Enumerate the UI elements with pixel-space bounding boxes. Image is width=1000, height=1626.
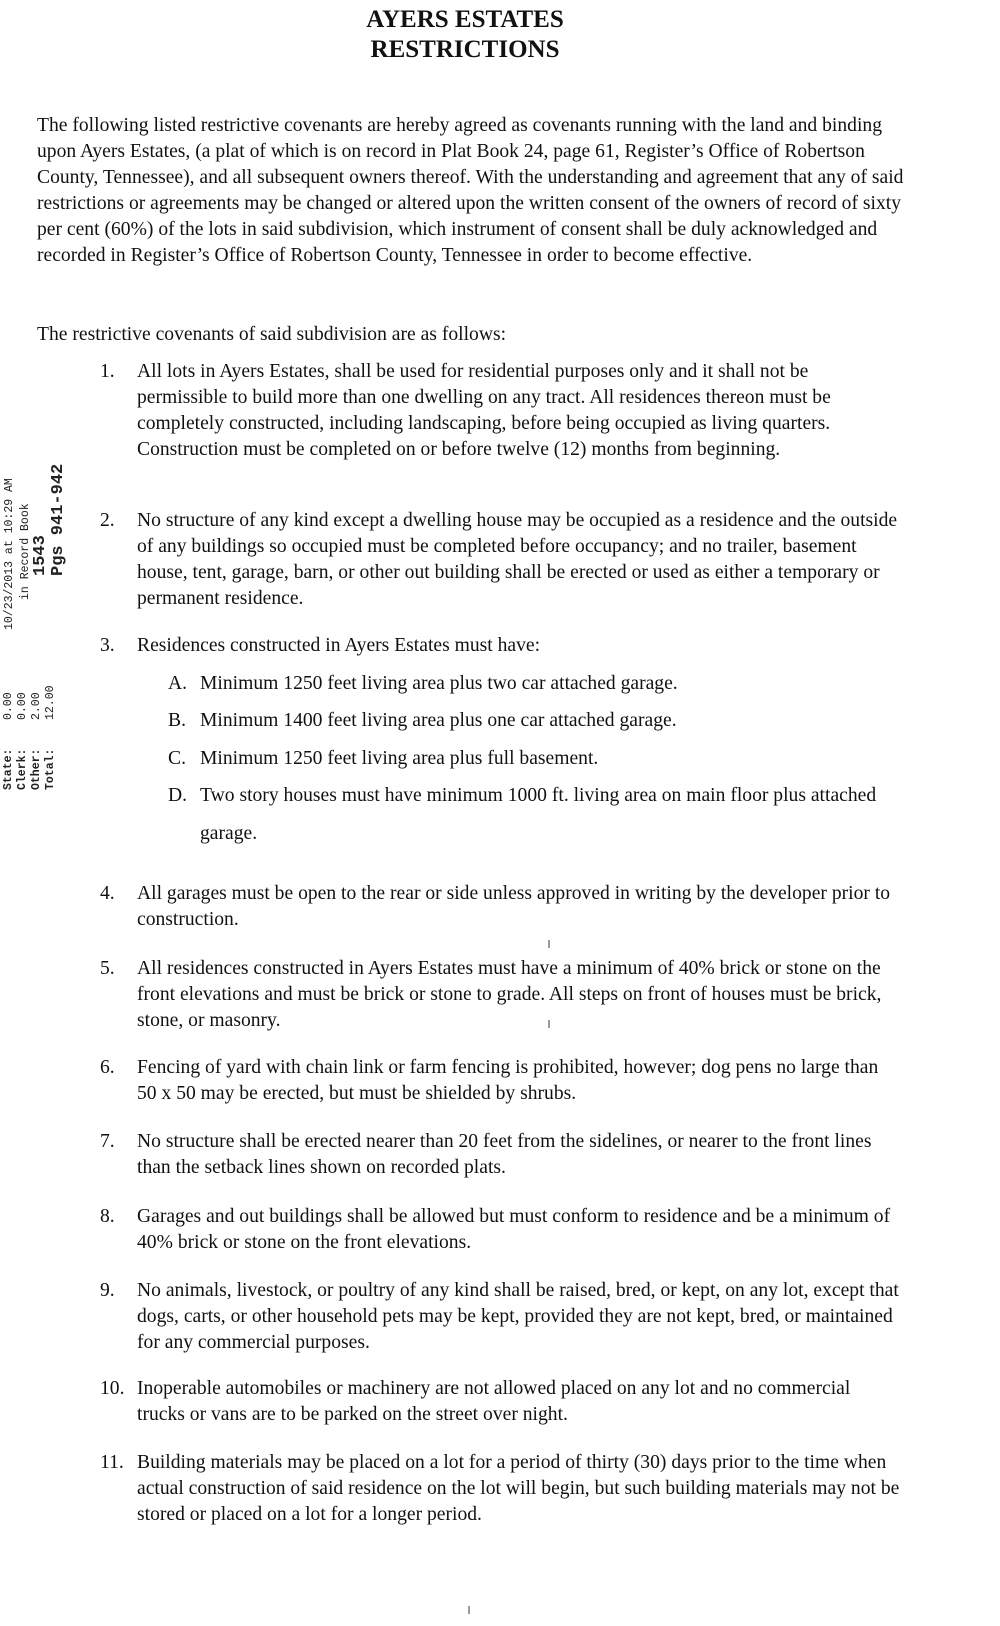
covenant-subitem bbox=[168, 702, 908, 740]
covenant-number: 1. bbox=[100, 361, 115, 382]
subitem-text: Two story houses must have minimum 1000 ft. living area on main floor plus attached garage. bbox=[200, 785, 877, 844]
covenant-text: All residences constructed in Ayers Estates must have a minimum of 40% brick or stone on the front elevations and must be brick or stone to grade. All steps on front of houses must be brick, stone, or masonry. bbox=[137, 958, 882, 1031]
scan-artifact bbox=[548, 1020, 550, 1028]
subitem-text: Minimum 1250 feet living area plus two car attached garage. bbox=[200, 673, 678, 694]
stamp-fee-row bbox=[30, 692, 43, 790]
covenant-text: Residences constructed in Ayers Estates must have: bbox=[137, 635, 541, 656]
covenant-text: Garages and out buildings shall be allowed but must conform to residence and be a minimum of 40% brick or stone on the front elevations. bbox=[137, 1206, 891, 1253]
covenant-number: 8. bbox=[100, 1206, 115, 1227]
fee-value: 2.00 bbox=[30, 692, 43, 720]
covenant-text: Inoperable automobiles or machinery are not allowed placed on any lot and no commercial trucks or vans are to be parked on the street over night. bbox=[137, 1378, 851, 1425]
covenant-item bbox=[100, 508, 900, 612]
covenant-item bbox=[100, 1129, 900, 1181]
covenant-number: 4. bbox=[100, 883, 115, 904]
fee-label: State: bbox=[2, 748, 15, 790]
stamp-fee-row bbox=[16, 692, 29, 790]
intro-paragraph: The following listed restrictive covenants are hereby agreed as covenants running with the land and binding upon Ayers Estates, (a plat of which is on record in Plat Book 24, page 61, Register’s Office of Robertson County, Tennessee), and all subsequent owners thereof. With the understanding and agreement that any of said restrictions or agreements may be changed or altered upon the written consent of the owners of record of sixty per cent (60%) of the lots in said subdivision, which instrument of consent shall be duly acknowledged and recorded in Register’s Office of Robertson County, Tennessee in order to become effective. bbox=[37, 115, 904, 266]
covenant-item bbox=[100, 1055, 900, 1107]
covenant-number: 9. bbox=[100, 1280, 115, 1301]
subitem-text: Minimum 1400 feet living area plus one car attached garage. bbox=[200, 710, 677, 731]
covenant-text: Building materials may be placed on a lot for a period of thirty (30) days prior to the time when actual construction of said residence on the lot will begin, but such building materials may not be stored or placed on a lot for a longer period. bbox=[137, 1452, 900, 1525]
scan-artifact bbox=[468, 1606, 470, 1614]
covenant-text: No animals, livestock, or poultry of any kind shall be raised, bred, or kept, on any lot, except that dogs, carts, or other household pets may be kept, provided they are not kept, bred, or maintained for any commercial purposes. bbox=[137, 1280, 899, 1353]
covenant-number: 6. bbox=[100, 1057, 115, 1078]
covenant-number: 10. bbox=[100, 1378, 125, 1399]
covenant-item bbox=[100, 1376, 900, 1428]
covenants-lead: The restrictive covenants of said subdivision are as follows: bbox=[37, 324, 507, 345]
stamp-fee-row bbox=[2, 692, 15, 790]
covenant-text: No structure of any kind except a dwelling house may be occupied as a residence and the outside of any buildings so occupied must be completed before occupancy; and no trailer, basement house, tent, garage, barn, or other out building shall be erected or used as either a temporary or permanent residence. bbox=[137, 510, 898, 609]
covenant-item bbox=[100, 1278, 900, 1356]
covenant-subitem bbox=[168, 665, 908, 703]
covenant-item bbox=[100, 359, 900, 463]
stamp-page-range: Pgs 941-942 bbox=[49, 463, 68, 576]
fee-value: 0.00 bbox=[16, 692, 29, 720]
covenant-text: No structure shall be erected nearer than 20 feet from the sidelines, or nearer to the front lines than the setback lines shown on recorded plats. bbox=[137, 1131, 872, 1178]
covenant-number: 3. bbox=[100, 635, 115, 656]
stamp-book-number: 1543 bbox=[31, 535, 50, 576]
subitem-letter: D. bbox=[168, 785, 188, 806]
scan-artifact bbox=[548, 940, 550, 948]
covenant-item bbox=[100, 956, 900, 1034]
covenant-subitem bbox=[168, 740, 908, 778]
covenant-number: 5. bbox=[100, 958, 115, 979]
covenant-subitem bbox=[168, 777, 908, 853]
covenant-text: All lots in Ayers Estates, shall be used for residential purposes only and it shall not be permissible to build more than one dwelling on any tract. All residences thereon must be completely constructed, including landscaping, before being occupied as living quarters. Construction must be completed on or before twelve (12) months from beginning. bbox=[137, 361, 831, 460]
covenant-item bbox=[100, 881, 900, 933]
fee-label: Clerk: bbox=[16, 748, 29, 790]
fee-value: 12.00 bbox=[44, 685, 57, 720]
stamp-record-line: in Record Book bbox=[19, 503, 32, 600]
document-title-line-1: AYERS ESTATES bbox=[366, 6, 564, 33]
fee-label: Other: bbox=[30, 748, 43, 790]
subitem-letter: B. bbox=[168, 710, 186, 731]
covenant-item bbox=[100, 633, 900, 659]
subitem-letter: A. bbox=[168, 673, 188, 694]
covenant-number: 7. bbox=[100, 1131, 115, 1152]
document-title-line-2: RESTRICTIONS bbox=[370, 36, 560, 63]
covenant-text: All garages must be open to the rear or side unless approved in writing by the developer prior to construction. bbox=[137, 883, 891, 930]
stamp-date-line: 10/23/2013 at 10:29 AM bbox=[3, 478, 16, 630]
subitem-text: Minimum 1250 feet living area plus full basement. bbox=[200, 748, 599, 769]
covenant-number: 11. bbox=[100, 1452, 124, 1473]
covenant-item bbox=[100, 1204, 900, 1256]
stamp-fee-row bbox=[44, 685, 57, 790]
subitem-letter: C. bbox=[168, 748, 186, 769]
covenant-item bbox=[100, 1450, 900, 1528]
fee-label: Total: bbox=[44, 748, 57, 790]
covenant-number: 2. bbox=[100, 510, 115, 531]
fee-value: 0.00 bbox=[2, 692, 15, 720]
covenant-text: Fencing of yard with chain link or farm fencing is prohibited, however; dog pens no large than 50 x 50 may be erected, but must be shielded by shrubs. bbox=[137, 1057, 879, 1104]
